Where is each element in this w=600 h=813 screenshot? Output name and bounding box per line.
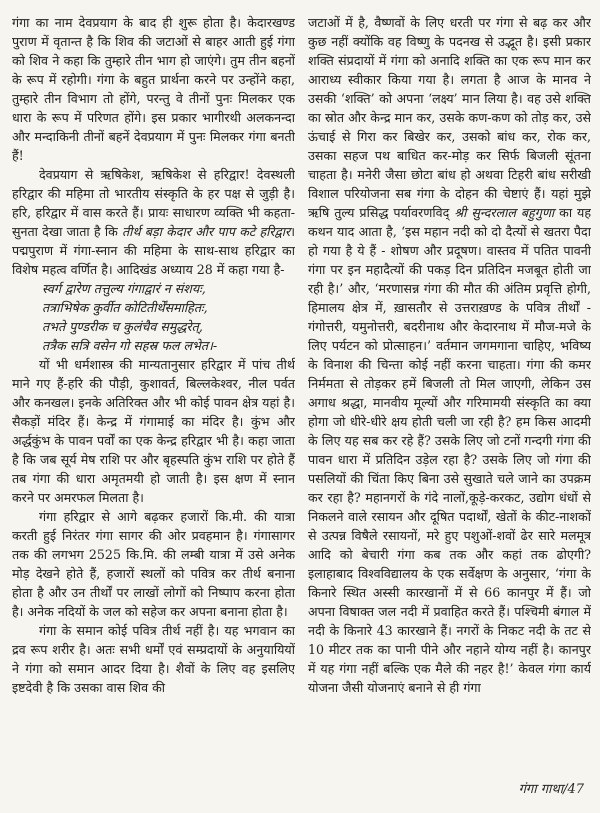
left-column <box>12 13 295 697</box>
text-run: यों भी धर्मशास्त्र की मान्यतानुसार हरिद्वार में पांच तीर्थ माने गए हैं-हरि की पौड़ी, कुशावर्त, बिल्लकेश्वर, नील पर्वत और कनखल। इनके अतिरिक्त और भी कोई पावन क्षेत्र यहां है। सैकड़ों मंदिर हैं। केन्द्र में गंगामाई का मंदिर है। कुंभ और अर्द्धकुंभ के पावन पर्वों का एक केन्द्र हरिद्वार भी है। कहा जाता है कि जब सूर्य मेष राशि पर और बृहस्पति कुंभ राशि पर होते हैं तब गंगा की धारा अमृतमयी हो जाती है। इस क्षण में स्नान करने पर अमरफल मिलता है। <box>12 357 295 505</box>
verse-line: तत्रैक सत्रि वसेन गो सहस्र फल लभेत।- <box>42 338 218 353</box>
page-footer <box>519 779 584 797</box>
verse-line: स्वर्ग द्वारेण तत्तुल्य गंगाद्वारं न संशयः, <box>42 281 206 296</box>
text-run: का यह कथन याद आता है, ‘इस महान नदी को दो दैत्यों से खतरा पैदा हो गया है ये हैं - शोषण और प्रदूषण। वास्तव में पतित पावनी गंगा पर इन महादैत्यों की पकड़ दिन प्रतिदिन मजबूत होती जा रही है।’ और, ‘मरणासन्न गंगा की मौत की अंतिम प्रवृत्ति होगी, हिमालय क्षेत्र में, ख़ासतौर से उत्तराख़ण्ड के पवित्र तीर्थों - गंगोत्तरी, यमुनोत्तरी, बदरीनाथ और केदारनाथ में मौज-मजे के लिए पर्यटन को प्रोत्साहन।’ वर्तमान जगमगाना चाहिए, भविष्य के विनाश की चिन्ता कोई नहीं करना चाहता। गंगा की कमर निर्ममता से तोड़कर हमें बिजली तो मिल जाएगी, लेकिन उस अगाध श्रद्धा, मानवीय मूल्यों और गरिमामयी संस्कृति का क्या होगा जो धीरे-धीरे क्षय होती चली जा रही है? हम किस आदमी के लिए यह सब कर रहे हैं? उसके लिए जो टनों गन्दगी गंगा की पावन धारा में प्रतिदिन उड़ेल रहा है? उसके लिए जो गंगा की पसलियों की चिंता किए बिना उसे सुखाते चले जाने का उपक्रम कर रहा है? महानगरों के गंदे नालों,कूड़े-करकट, उद्योग धंधों से निकलने वाले रसायन और दूषित पदार्थों, खेतों के कीट-नाशकों से उत्पन्न विषैले रसायनों, मरे हुए पशुओं-शवों ढेर सारे मलमूत्र आदि को बेचारी गंगा कब तक और कहां तक ढोएगी? इलाहाबाद विश्वविद्यालय के एक सर्वेक्षण के अनुसार, ‘गंगा के किनारे स्थित अस्सी कारखानों में से 66 कानपुर में हैं। जो अपना विषाक्त जल नदी में प्रवाहित करते हैं। पश्चिमी बंगाल में नदी के किनारे 43 कारखाने हैं। नगरों के निकट नदी के तट से 10 मीटर तक का पानी पीने और नहाने योग्य नहीं है। कानपुर में यह गंगा नहीं बल्कि एक मैले की नहर है!’ केवल गंगा कार्य योजना जैसी योजनाएं बनाने से ही गंगा <box>308 205 591 695</box>
text-run: गंगा के समान कोई पवित्र तीर्थ नहीं है। यह भगवान का द्रव रूप शरीर है। अतः सभी धर्मों एवं सम्प्रदायों के अनुयायियों ने गंगा को समान आदर दिया है। शैवों के लिए वह इसलिए इष्टदेवी है कि उसका वास शिव की <box>12 623 295 695</box>
paragraph <box>12 355 295 507</box>
verse-line: तभते पुण्डरीक च कुलंचैव समुद्धरेत्, <box>42 319 203 334</box>
paragraph <box>12 507 295 621</box>
italic-text-run: तीर्थ बड़ा केदार और पाप कटे हरिद्वार <box>122 224 291 239</box>
paragraph <box>308 13 591 697</box>
text-columns <box>12 13 590 697</box>
paragraph <box>12 165 295 279</box>
italic-text-run: श्री सुन्दरलाल बहुगुणा <box>454 205 555 220</box>
paragraph <box>12 621 295 697</box>
text-run: । पद्मपुराण में गंगा-स्नान की महिमा के साथ-साथ हरिद्वार का विशेष महत्व वर्णित है। आदिखंड अध्याय 28 में कहा गया है- <box>12 224 295 277</box>
right-column <box>308 13 591 697</box>
text-run: जटाओं में है, वैष्णवों के लिए धरती पर गंगा से बढ़ कर और कुछ नहीं क्योंकि वह विष्णु के पदनख से उद्भूत है। इसी प्रकार शक्ति संप्रदायों में गंगा को अनादि शक्ति का एक रूप मान कर आराध्य स्वीकार किया गया है। लगता है आज के मानव ने उसकी ‘शक्ति’ को अपना ‘लक्ष्य’ मान लिया है। वह उसे शक्ति का स्रोत और केन्द्र मान कर, उसके कण-कण को तोड़ कर, उसे ऊंचाई से गिरा कर बिखेर कर, उसको बांध कर, रोक कर, उसका सहज पथ बाधित कर-मोड़ कर सिर्फ बिजली सूंतना चाहता है। मनेरी जैसा छोटा बांध हो अथवा टिहरी बांध सरीखी विशाल परियोजना सब गंगा के दोहन की चेष्टाएं हैं। यहां मुझे ऋषि तुल्य प्रसिद्ध पर्यावरणविद् <box>308 15 591 220</box>
verse-line: तत्राभिषेक कुर्वीत कोटितीर्थेंसमाहितः, <box>42 300 208 315</box>
paragraph <box>12 13 295 165</box>
footer-page-label: गंगा गाथा/47 <box>518 782 584 797</box>
text-run: गंगा का नाम देवप्रयाग के बाद ही शुरू होता है। केदारखण्ड पुराण में वृतान्त है कि शिव की जटाओं से बाहर आती हुई गंगा को शिव ने कहा कि तुम्हारे तीन भाग हो जाएंगे। तुम तीन बहनों के रूप में रहोगी। गंगा के बहुत प्रार्थना करने पर उन्होंने कहा, तुम्हारे तीन विभाग तो होंगे, परन्तु वे तीनों पुनः मिलकर एक धारा के रूप में परिणत होंगे। इस प्रकार भागीरथी अलकनन्दा और मन्दाकिनी तीनों बहनें देवप्रयाग में पुनः मिलकर गंगा बनती हैं! <box>12 15 295 163</box>
text-run: गंगा हरिद्वार से आगे बढ़कर हजारों कि.मी. की यात्रा करती हुई निरंतर गंगा सागर की ओर प्रवहमान है। गंगासागर तक की लगभग 2525 कि.मि. की लम्बी यात्रा में उसे अनेक मोड़ देखने होते हैं, हजारों स्थलों को पवित्र कर तीर्थ बनाना होता है और उन तीर्थों पर लाखों लोगों को निष्पाप करना होता है। अनेक नदियों के जल को सहेज कर अपना बनाना होता है। <box>12 509 295 619</box>
text-run: देवप्रयाग से ऋषिकेश, ऋषिकेश से हरिद्वार! देवस्थली हरिद्वार की महिमा तो भारतीय संस्कृति के हर पक्ष से जुड़ी है। हरि, हरिद्वार में वास करते हैं। प्रायः साधारण व्यक्ति भी कहता-सुनता देखा जाता है कि <box>12 167 295 239</box>
sanskrit-verse <box>42 279 295 355</box>
